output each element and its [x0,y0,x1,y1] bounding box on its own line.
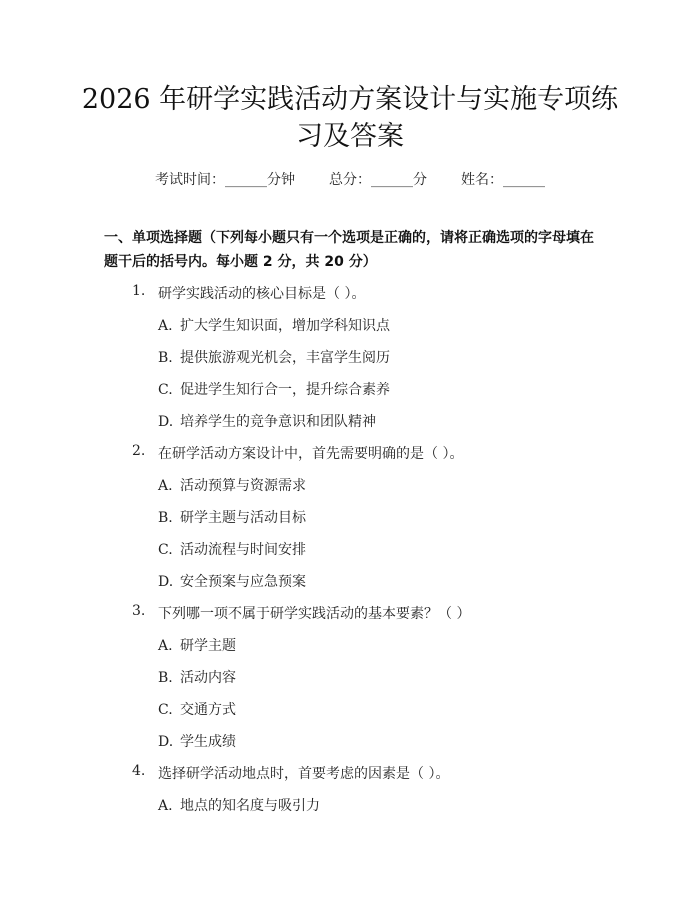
question-text: 研学实践活动的核心目标是（ ）。 [158,286,366,302]
option-text: 活动内容 [180,670,236,686]
option-text: 扩大学生知识面，增加学科知识点 [180,318,390,334]
answer-option [158,635,236,655]
option-label: B. [158,510,173,526]
option-label: C. [158,702,173,718]
question-number: 3. [132,603,146,619]
answer-option [158,795,320,815]
question-text: 在研学活动方案设计中，首先需要明确的是（ ）。 [158,446,464,462]
question-text: 选择研学活动地点时，首要考虑的因素是（ ）。 [158,766,450,782]
option-text: 活动预算与资源需求 [180,478,306,494]
answer-option [158,411,376,431]
option-label: C. [158,382,173,398]
answer-option [158,667,236,687]
option-text: 活动流程与时间安排 [180,542,306,558]
answer-option [158,379,390,399]
answer-option [158,475,306,495]
option-label: C. [158,542,173,558]
option-label: D. [158,734,174,750]
answer-option [158,539,306,559]
option-text: 研学主题 [180,638,236,654]
option-label: D. [158,414,174,430]
answer-option [158,347,390,367]
answer-option [158,699,236,719]
option-text: 研学主题与活动目标 [180,510,306,526]
document-title-line-1: 2026 年研学实践活动方案设计与实施专项练 [81,84,619,115]
exam-time: 考试时间：______分钟 [155,172,295,188]
question-number: 2. [132,443,146,459]
option-text: 培养学生的竞争意识和团队精神 [180,414,376,430]
answer-option [158,731,236,751]
option-text: 地点的知名度与吸引力 [180,798,320,814]
option-text: 学生成绩 [180,734,236,750]
question-number: 4. [132,763,146,779]
option-text: 交通方式 [180,702,236,718]
section-heading-single-choice: 一、单项选择题（下列每小题只有一个选项是正确的，请将正确选项的字母填在题干后的括号内。每小题 2 分，共 20 分） [104,230,594,270]
question-text: 下列哪一项不属于研学实践活动的基本要素？（ ） [158,606,471,622]
exam-name-field: 姓名：______ [461,172,545,188]
question-number: 1. [132,283,146,299]
option-label: D. [158,574,174,590]
document-title-line-2: 习及答案 [296,121,404,152]
exam-meta [0,169,700,189]
option-label: A. [158,638,173,654]
exam-total-score: 总分：______分 [329,172,427,188]
answer-option [158,571,306,591]
option-text: 提供旅游观光机会，丰富学生阅历 [180,350,390,366]
option-label: B. [158,350,173,366]
option-label: A. [158,478,173,494]
option-label: A. [158,798,173,814]
option-label: A. [158,318,173,334]
answer-option [158,507,306,527]
answer-option [158,315,390,335]
option-text: 安全预案与应急预案 [180,574,306,590]
option-label: B. [158,670,173,686]
option-text: 促进学生知行合一，提升综合素养 [180,382,390,398]
